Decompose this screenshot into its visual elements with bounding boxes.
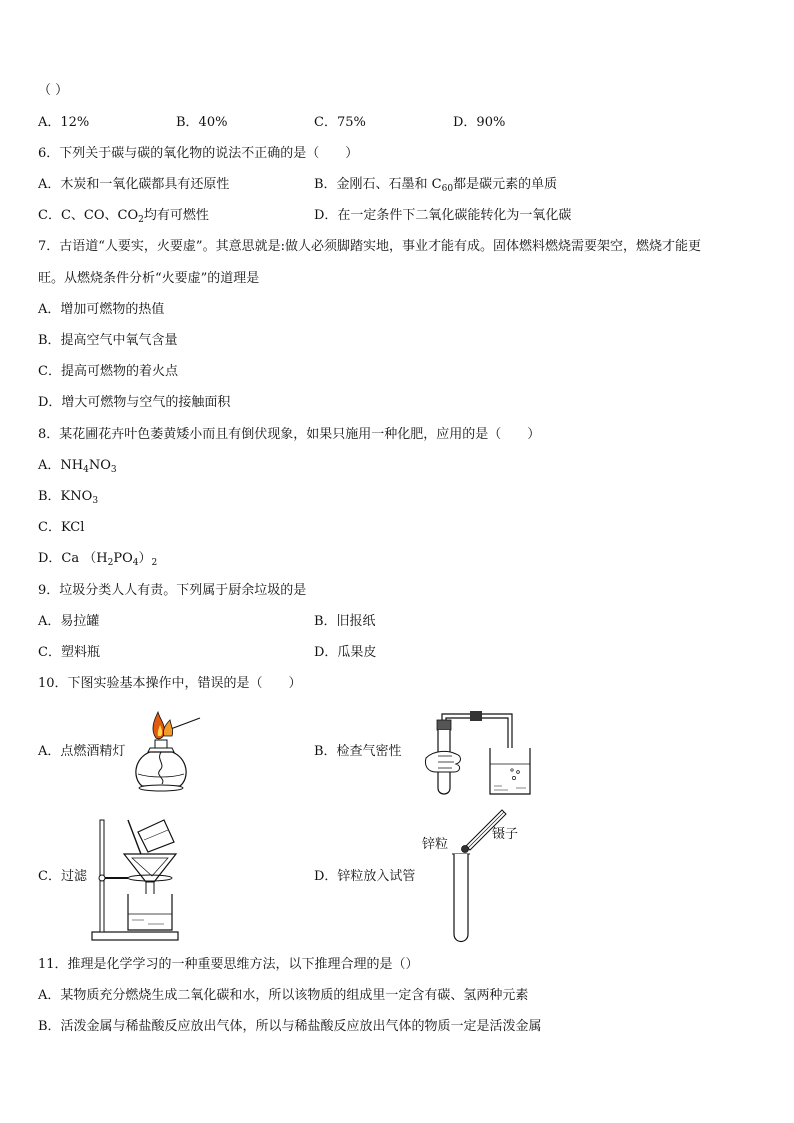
q6-b-text: B．金刚石、石墨和 C (314, 177, 442, 192)
alcohol-lamp-figure (128, 708, 208, 796)
q7-option-a: A．增加可燃物的热值 (38, 302, 165, 317)
q8-a-sub1: 4 (83, 465, 89, 475)
q10-option-a: A．点燃酒精灯 (38, 744, 126, 759)
q8-d-sub3: 2 (151, 558, 158, 568)
q10-option-c: C．过滤 (38, 869, 87, 884)
tweezers-label: 镊子 (492, 827, 519, 842)
zinc-label: 锌粒 (422, 837, 449, 852)
q8-a-text: A．NH (38, 458, 84, 473)
q9-option-d: D．瓜果皮 (314, 645, 377, 660)
q11-stem: 11．推理是化学学习的一种重要思维方法，以下推理合理的是（） (38, 957, 419, 972)
q6-option-c (38, 207, 209, 225)
q8-option-a (38, 457, 117, 475)
q10-stem: 10．下图实验基本操作中，错误的是（ ） (38, 676, 302, 691)
q7-option-c: C．提高可燃物的着火点 (38, 364, 178, 379)
q6-b-sub: 60 (441, 184, 454, 194)
q8-b-sub: 3 (92, 496, 99, 506)
q5-option-d: D．90% (453, 115, 506, 130)
q8-stem: 8．某花圃花卉叶色萎黄矮小而且有倒伏现象，如果只施用一种化肥，应用的是（ ） (38, 427, 541, 442)
q7-stem-line1: 7．古语道“人要实，火要虚”。其意思就是:做人必须脚踏实地，事业才能有成。固体燃料燃烧需要架空，燃烧才能更 (38, 239, 701, 254)
q6-c-text: C．C、CO、CO (38, 208, 139, 223)
q6-option-b (314, 176, 557, 194)
q8-option-c: C．KCl (38, 520, 85, 535)
q10-option-d: D．锌粒放入试管 (314, 869, 416, 884)
q8-option-d (38, 550, 157, 568)
q8-d-sub1: 2 (107, 558, 114, 568)
q8-a-text2: NO (88, 458, 111, 473)
q10-option-b: B．检查气密性 (314, 744, 402, 759)
q11-option-a: A．某物质充分燃烧生成二氧化碳和水，所以该物质的组成里一定含有碳、氢两种元素 (38, 988, 529, 1003)
q5-paren: （ ） (38, 83, 69, 98)
q11-option-b: B．活泼金属与稀盐酸反应放出气体，所以与稀盐酸反应放出气体的物质一定是活泼金属 (38, 1019, 542, 1034)
q5-option-a: A．12% (38, 115, 90, 130)
q6-c-text2: 均有可燃性 (143, 208, 209, 223)
q7-option-d: D．增大可燃物与空气的接触面积 (38, 395, 231, 410)
q9-option-a: A．易拉罐 (38, 614, 100, 629)
q8-option-b (38, 488, 98, 506)
q8-d-text3: ） (138, 551, 152, 566)
filtration-figure (88, 816, 188, 944)
airtightness-figure (418, 706, 536, 800)
q8-d-text: D．Ca （H (38, 551, 108, 566)
q6-b-text2: 都是碳元素的单质 (453, 177, 558, 192)
q9-stem: 9．垃圾分类人人有责。下列属于厨余垃圾的是 (38, 583, 307, 598)
q9-option-b: B．旧报纸 (314, 614, 376, 629)
q6-stem: 6．下列关于碳与碳的氧化物的说法不正确的是（ ） (38, 146, 359, 161)
q8-d-text2: PO (113, 551, 133, 566)
q7-stem-line2: 旺。从燃烧条件分析“火要虚”的道理是 (38, 271, 260, 286)
q6-option-d: D．在一定条件下二氧化碳能转化为一氧化碳 (314, 208, 572, 223)
q8-b-text: B．KNO (38, 489, 93, 504)
q9-option-c: C．塑料瓶 (38, 645, 100, 660)
q8-d-sub2: 4 (132, 558, 139, 568)
q5-option-c: C．75% (314, 115, 366, 130)
q8-a-sub2: 3 (110, 465, 117, 475)
q6-option-a: A．木炭和一氧化碳都具有还原性 (38, 177, 230, 192)
q7-option-b: B．提高空气中氧气含量 (38, 333, 178, 348)
q6-c-sub: 2 (138, 215, 144, 225)
q5-option-b: B．40% (176, 115, 228, 130)
